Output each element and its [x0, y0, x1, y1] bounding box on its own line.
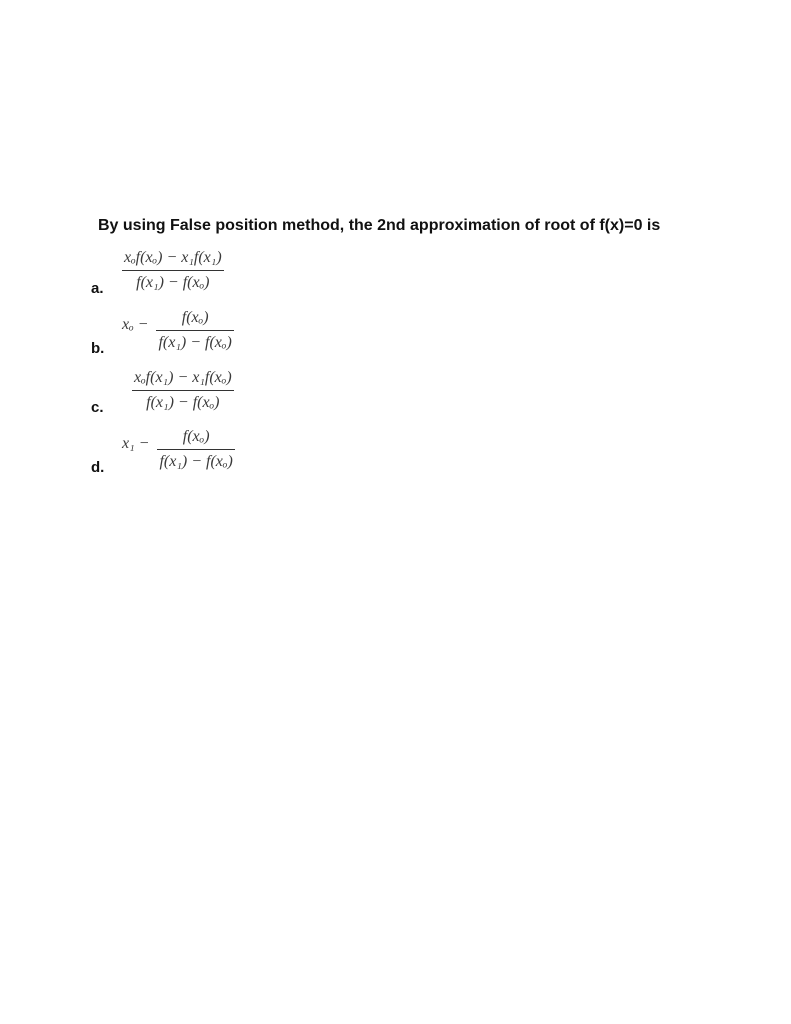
option-c-fraction [132, 369, 234, 412]
option-c-numerator: xₒf(x₁) − x₁f(xₒ) [132, 369, 234, 391]
option-b-numerator: f(xₒ) [156, 309, 233, 331]
option-a-numerator: xₒf(xₒ) − x₁f(x₁) [122, 249, 224, 271]
option-b-lead-term: xₒ − [122, 315, 149, 333]
question-text: By using False position method, the 2nd approximation of root of f(x)=0 is [98, 217, 661, 234]
option-b-denominator: f(x₁) − f(xₒ) [158, 334, 232, 351]
option-d-numerator: f(xₒ) [157, 428, 234, 450]
option-a-fraction [122, 249, 224, 292]
option-a-denominator: f(x₁) − f(xₒ) [136, 274, 210, 291]
option-c-formula[interactable] [132, 369, 234, 412]
option-d-denominator: f(x₁) − f(xₒ) [159, 453, 233, 470]
option-a-formula[interactable] [122, 249, 224, 292]
option-d-formula[interactable] [122, 428, 235, 471]
option-b-formula[interactable] [122, 309, 234, 352]
option-d-fraction [157, 428, 234, 471]
option-d-letter[interactable]: d. [91, 459, 105, 476]
option-d-lead-term: x₁ − [122, 434, 150, 452]
option-a-letter[interactable]: a. [91, 280, 104, 297]
option-c-denominator: f(x₁) − f(xₒ) [146, 394, 220, 411]
option-c-letter[interactable]: c. [91, 399, 104, 416]
option-b-letter[interactable]: b. [91, 340, 105, 357]
option-b-fraction [156, 309, 233, 352]
